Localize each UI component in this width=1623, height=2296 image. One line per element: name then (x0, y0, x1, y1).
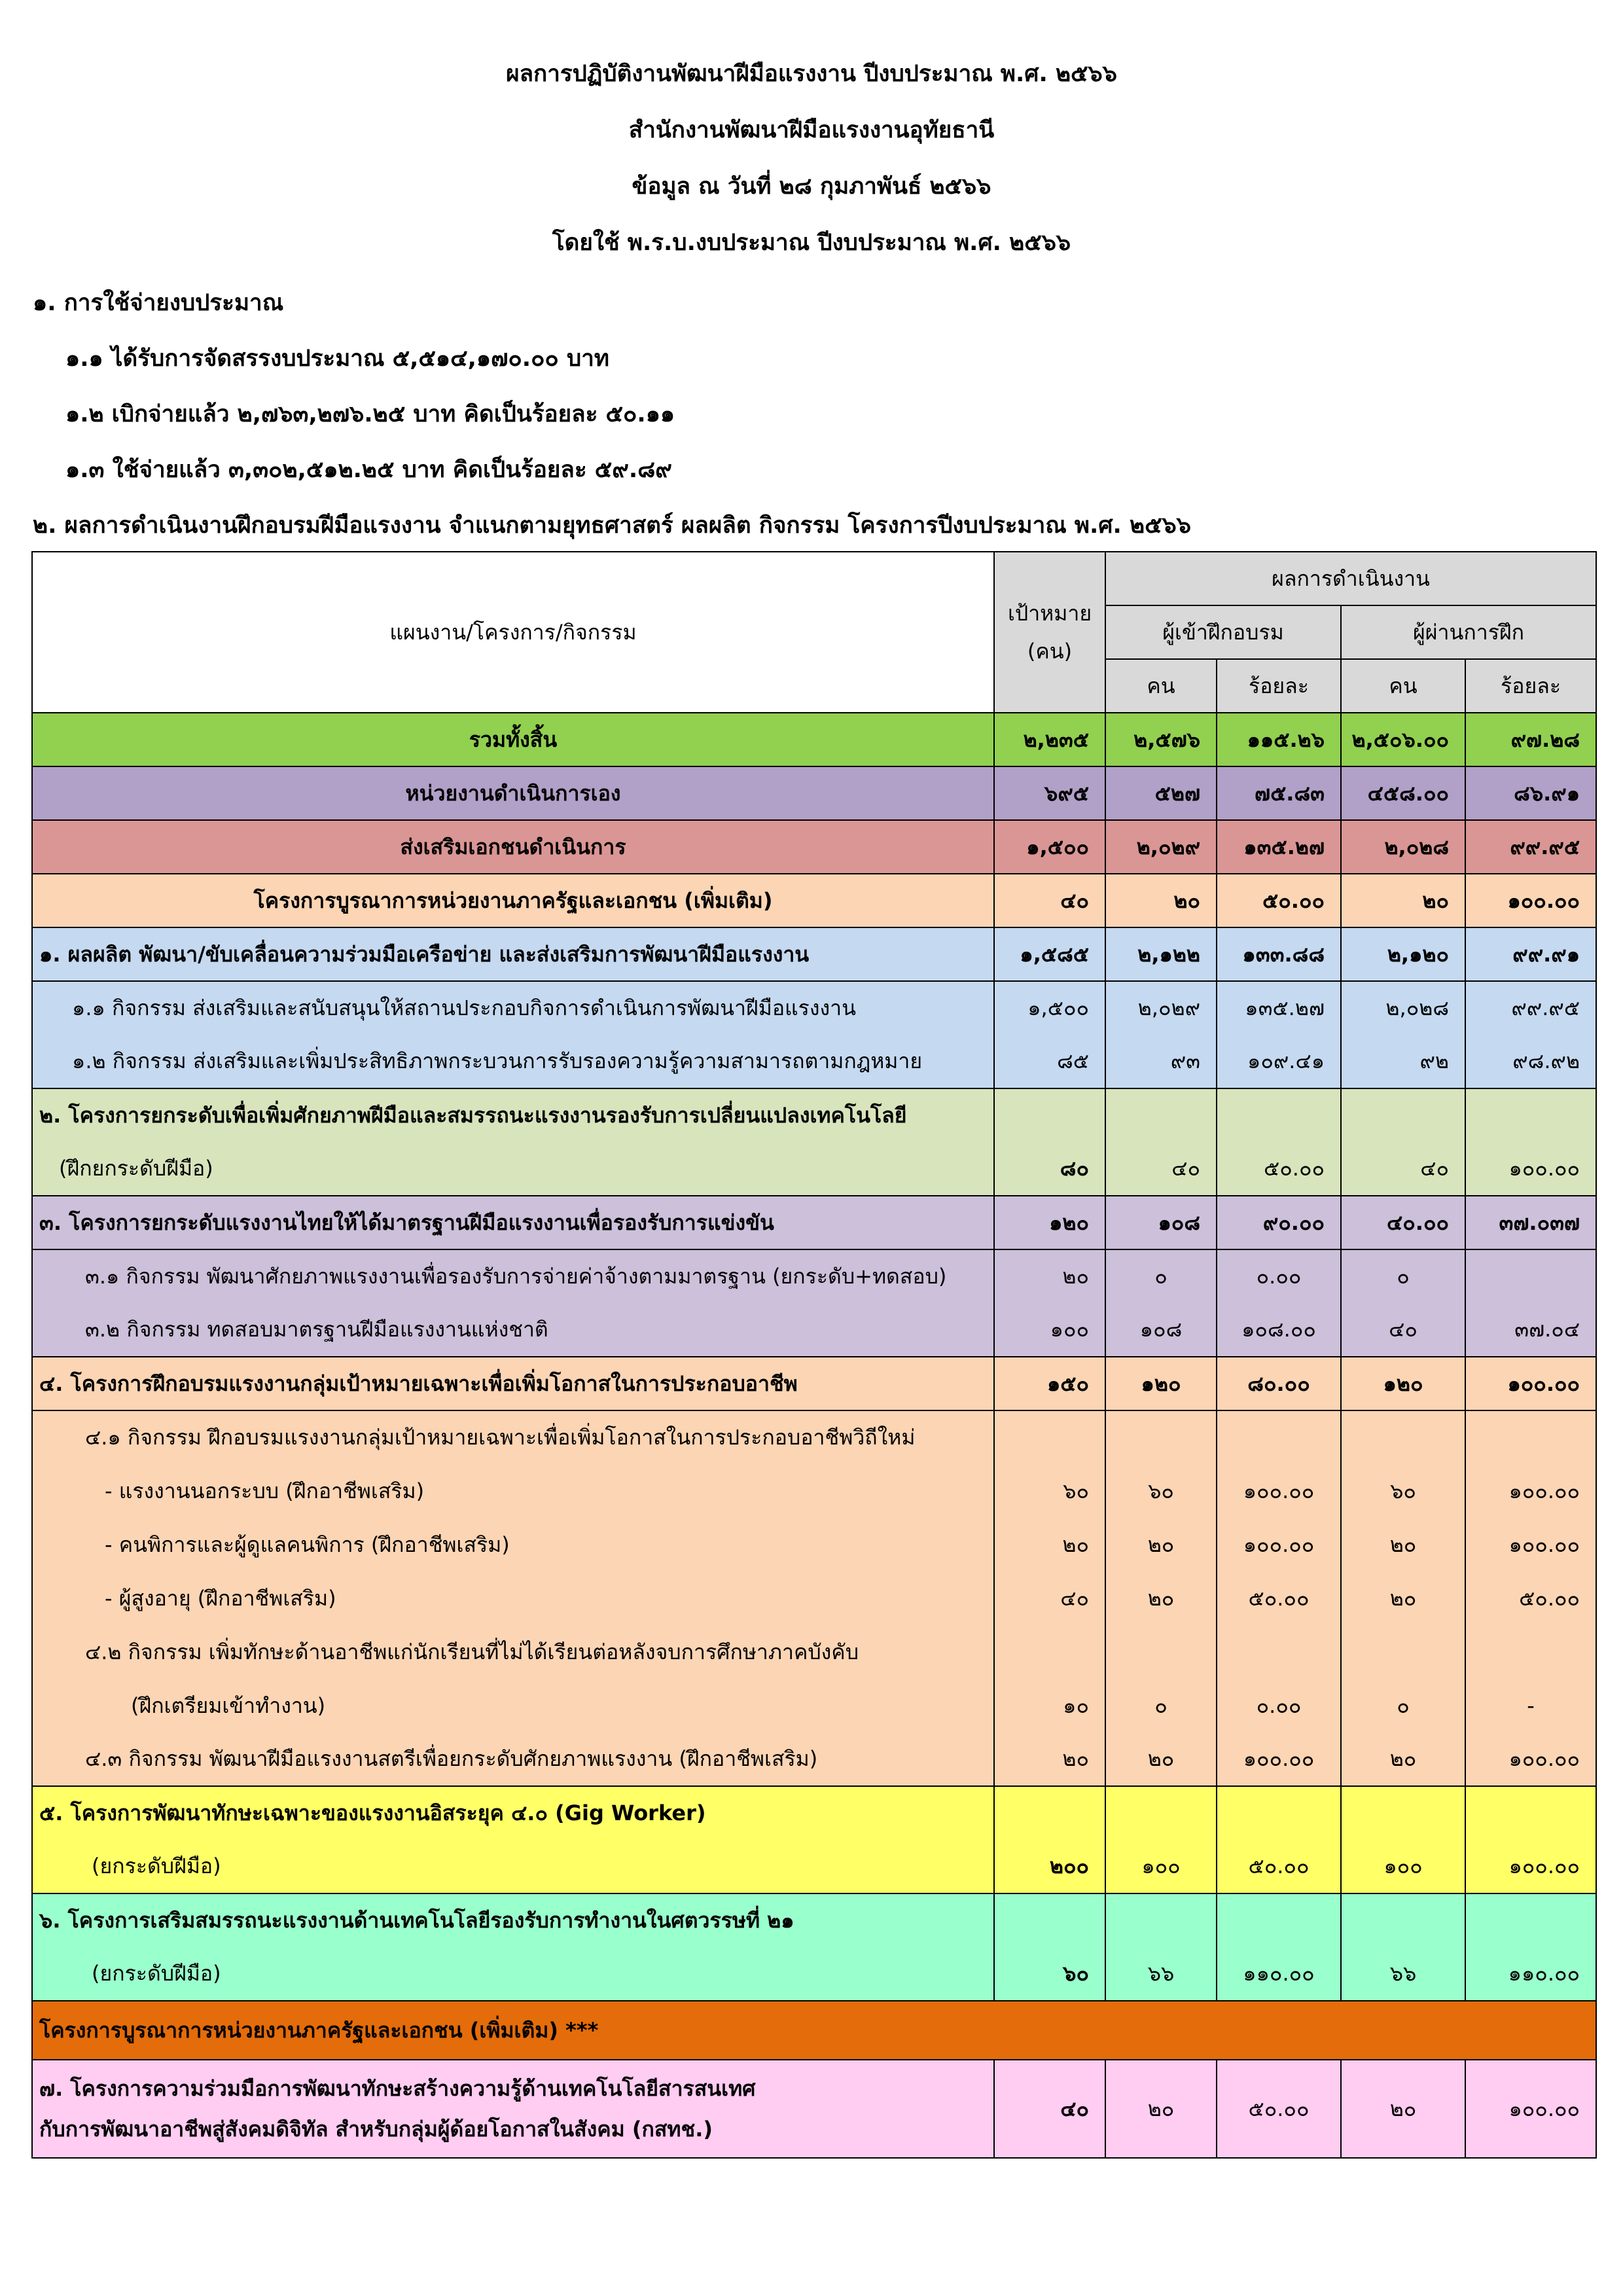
budget-spent: ๑.๓ ใช้จ่ายแล้ว ๓,๓๐๒,๕๑๒.๒๕ บาท คิดเป็นร้อยละ ๕๙.๘๙ (65, 457, 672, 483)
row-trainees-percent-empty (1217, 1786, 1341, 1840)
row-trainees-percent: ๑๓๕.๒๗ (1217, 820, 1341, 874)
row-passed-count: ๖๐ (1341, 1464, 1465, 1518)
row-label: ๖. โครงการเสริมสมรรถนะแรงงานด้านเทคโนโลยีรองรับการทำงานในศตวรรษที่ ๒๑ (32, 1893, 994, 1947)
table-row (32, 1625, 1596, 1679)
row-trainees-count: ๑๐๘ (1105, 1303, 1217, 1357)
row-label: (ฝึกเตรียมเข้าทำงาน) (32, 1679, 994, 1732)
row-passed-percent: ๑๑๐.๐๐ (1465, 1947, 1596, 2001)
row-label: โครงการบูรณาการหน่วยงานภาครัฐและเอกชน (เพิ่มเติม) *** (32, 2001, 1596, 2060)
row-sublabel: (ยกระดับฝีมือ) (32, 1947, 994, 2001)
row-passed-percent-empty (1465, 1893, 1596, 1947)
row-target: ๘๕ (994, 1035, 1105, 1088)
row-passed-count: ๒๐ (1341, 874, 1465, 927)
row-trainees-count: ๔๐ (1105, 1142, 1217, 1196)
table-row (32, 1732, 1596, 1786)
budget-disbursed: ๑.๒ เบิกจ่ายแล้ว ๒,๗๖๓,๒๗๖.๒๕ บาท คิดเป็นร้อยละ ๕๐.๑๑ (65, 401, 675, 427)
table-row (32, 981, 1596, 1035)
row-trainees-percent: ๕๐.๐๐ (1217, 2060, 1341, 2158)
header-target (994, 552, 1105, 713)
table-row (32, 874, 1596, 927)
row-trainees-count: ๒,๐๒๙ (1105, 820, 1217, 874)
row-passed-percent: ๘๖.๙๑ (1465, 766, 1596, 820)
header-results: ผลการดำเนินงาน (1105, 552, 1596, 605)
row-trainees-count (1105, 1625, 1217, 1679)
row-trainees-percent: ๑๓๓.๘๘ (1217, 927, 1341, 981)
row-passed-count: ๑๒๐ (1341, 1357, 1465, 1410)
row-trainees-percent: ๕๐.๐๐ (1217, 1840, 1341, 1893)
table-row (32, 1142, 1596, 1196)
header-passed: ผู้ผ่านการฝึก (1341, 605, 1596, 659)
budget-section-title: ๑. การใช้จ่ายงบประมาณ (33, 290, 284, 316)
row-trainees-count: ๒,๑๒๒ (1105, 927, 1217, 981)
row-trainees-percent: ๑๐๐.๐๐ (1217, 1518, 1341, 1571)
row-target: ๒๐๐ (994, 1840, 1105, 1893)
row-label: รวมทั้งสิ้น (32, 713, 994, 766)
row-passed-percent: ๑๐๐.๐๐ (1465, 2060, 1596, 2158)
table-row (32, 1196, 1596, 1249)
header-passed-percent: ร้อยละ (1465, 659, 1596, 713)
row-target (994, 1410, 1105, 1464)
row-passed-percent: ๙๙.๙๕ (1465, 820, 1596, 874)
table-row-banner (32, 2001, 1596, 2060)
row-target: ๔๐ (994, 2060, 1105, 2158)
table-row (32, 820, 1596, 874)
header-trainees-percent: ร้อยละ (1217, 659, 1341, 713)
row-label: ๓.๑ กิจกรรม พัฒนาศักยภาพแรงงานเพื่อรองรับการจ่ายค่าจ้างตามมาตรฐาน (ยกระดับ+ทดสอบ) (32, 1249, 994, 1303)
row-trainees-percent: ๑๐๐.๐๐ (1217, 1464, 1341, 1518)
row-label: ๕. โครงการพัฒนาทักษะเฉพาะของแรงงานอิสระยุค ๔.๐ (Gig Worker) (32, 1786, 994, 1840)
row-label: ๔.๒ กิจกรรม เพิ่มทักษะด้านอาชีพแก่นักเรียนที่ไม่ได้เรียนต่อหลังจบการศึกษาภาคบังคับ (32, 1625, 994, 1679)
row-trainees-count: ๑๐๘ (1105, 1196, 1217, 1249)
row-passed-percent-empty (1465, 1088, 1596, 1142)
header-target-label: เป้าหมาย (1007, 601, 1092, 626)
row-passed-count: ๒๐ (1341, 2060, 1465, 2158)
row-label: - คนพิการและผู้ดูแลคนพิการ (ฝึกอาชีพเสริม) (32, 1518, 994, 1571)
table-row (32, 1357, 1596, 1410)
row-trainees-count: ๒๐ (1105, 2060, 1217, 2158)
row-trainees-count: ๑๐๐ (1105, 1840, 1217, 1893)
row-passed-percent: ๑๐๐.๐๐ (1465, 874, 1596, 927)
row-trainees-count: ๕๒๗ (1105, 766, 1217, 820)
header-plan: แผนงาน/โครงการ/กิจกรรม (32, 552, 994, 713)
row-target: ๑๐ (994, 1679, 1105, 1732)
row-trainees-percent: ๘๐.๐๐ (1217, 1357, 1341, 1410)
row-passed-percent-empty (1465, 1786, 1596, 1840)
row-trainees-count: ๐ (1105, 1679, 1217, 1732)
row-passed-count: ๔๕๘.๐๐ (1341, 766, 1465, 820)
row-passed-count: ๒๐ (1341, 1571, 1465, 1625)
row-target: ๑,๕๘๕ (994, 927, 1105, 981)
row-passed-count (1341, 1410, 1465, 1464)
row-label: - แรงงานนอกระบบ (ฝึกอาชีพเสริม) (32, 1464, 994, 1518)
row-label: ๑.๑ กิจกรรม ส่งเสริมและสนับสนุนให้สถานประกอบกิจการดำเนินการพัฒนาฝีมือแรงงาน (32, 981, 994, 1035)
row-passed-percent: ๑๐๐.๐๐ (1465, 1464, 1596, 1518)
row-trainees-count-empty (1105, 1786, 1217, 1840)
row-label: ๒. โครงการยกระดับเพื่อเพิ่มศักยภาพฝีมือและสมรรถนะแรงงานรองรับการเปลี่ยนแปลงเทคโนโลยี (32, 1088, 994, 1142)
row-passed-percent (1465, 1410, 1596, 1464)
row-label: โครงการบูรณาการหน่วยงานภาครัฐและเอกชน (เพิ่มเติม) (32, 874, 994, 927)
row-label: ๓. โครงการยกระดับแรงงานไทยให้ได้มาตรฐานฝีมือแรงงานเพื่อรองรับการแข่งขัน (32, 1196, 994, 1249)
row-target-empty (994, 1893, 1105, 1947)
table-row (32, 1571, 1596, 1625)
header-trainees: ผู้เข้าฝึกอบรม (1105, 605, 1341, 659)
row-target: ๖๙๕ (994, 766, 1105, 820)
row-trainees-count: ๒,๕๗๖ (1105, 713, 1217, 766)
report-title: ผลการปฏิบัติงานพัฒนาฝีมือแรงงาน ปีงบประมาณ พ.ศ. ๒๕๖๖ (506, 61, 1117, 87)
row-label: ๔.๓ กิจกรรม พัฒนาฝีมือแรงงานสตรีเพื่อยกระดับศักยภาพแรงงาน (ฝึกอาชีพเสริม) (32, 1732, 994, 1786)
row-label: - ผู้สูงอายุ (ฝึกอาชีพเสริม) (32, 1571, 994, 1625)
row-passed-percent: ๑๐๐.๐๐ (1465, 1840, 1596, 1893)
row-trainees-count: ๖๖ (1105, 1947, 1217, 2001)
row-passed-percent: ๙๙.๙๕ (1465, 981, 1596, 1035)
row-trainees-percent: ๙๐.๐๐ (1217, 1196, 1341, 1249)
table-row (32, 1464, 1596, 1518)
row-trainees-count-empty (1105, 1893, 1217, 1947)
row-trainees-count: ๒๐ (1105, 874, 1217, 927)
row-passed-count: ๔๐ (1341, 1142, 1465, 1196)
row-target: ๒๐ (994, 1249, 1105, 1303)
row-passed-percent: - (1465, 1679, 1596, 1732)
row-trainees-percent: ๕๐.๐๐ (1217, 1571, 1341, 1625)
table-row-total (32, 713, 1596, 766)
row-trainees-count-empty (1105, 1088, 1217, 1142)
table-row (32, 1035, 1596, 1088)
row-sublabel: (ยกระดับฝีมือ) (32, 1840, 994, 1893)
table-row (32, 1679, 1596, 1732)
row-passed-percent: ๓๗.๐๓๗ (1465, 1196, 1596, 1249)
row-passed-count: ๔๐ (1341, 1303, 1465, 1357)
row-trainees-count: ๑๒๐ (1105, 1357, 1217, 1410)
row-passed-percent: ๑๐๐.๐๐ (1465, 1732, 1596, 1786)
row-target-empty (994, 1786, 1105, 1840)
row-target: ๒,๒๓๕ (994, 713, 1105, 766)
header-passed-persons: คน (1341, 659, 1465, 713)
row-passed-count: ๔๐.๐๐ (1341, 1196, 1465, 1249)
table-row (32, 1786, 1596, 1840)
report-header (0, 46, 1623, 271)
row-trainees-percent: ๕๐.๐๐ (1217, 1142, 1341, 1196)
table-row (32, 2060, 1596, 2158)
row-trainees-count: ๙๓ (1105, 1035, 1217, 1088)
row-trainees-percent: ๑๑๐.๐๐ (1217, 1947, 1341, 2001)
row-target: ๑,๕๐๐ (994, 820, 1105, 874)
row-trainees-count: ๒๐ (1105, 1571, 1217, 1625)
row-target: ๑๒๐ (994, 1196, 1105, 1249)
row-target: ๖๐ (994, 1947, 1105, 2001)
row-target (994, 1625, 1105, 1679)
row-trainees-percent: ๑๐๙.๔๑ (1217, 1035, 1341, 1088)
row-target: ๔๐ (994, 874, 1105, 927)
row-passed-count: ๐ (1341, 1679, 1465, 1732)
row-trainees-percent: ๑๑๕.๒๖ (1217, 713, 1341, 766)
row-trainees-count: ๒๐ (1105, 1732, 1217, 1786)
row-passed-count: ๙๒ (1341, 1035, 1465, 1088)
row-passed-percent (1465, 1249, 1596, 1303)
header-trainees-persons: คน (1105, 659, 1217, 713)
row-passed-count-empty (1341, 1786, 1465, 1840)
row-passed-count: ๒,๐๒๘ (1341, 981, 1465, 1035)
row-trainees-count: ๒๐ (1105, 1518, 1217, 1571)
table-row (32, 1088, 1596, 1142)
row-passed-percent: ๓๗.๐๔ (1465, 1303, 1596, 1357)
row-target: ๑๕๐ (994, 1357, 1105, 1410)
row-trainees-count (1105, 1410, 1217, 1464)
row-target: ๒๐ (994, 1732, 1105, 1786)
row-passed-percent: ๙๘.๙๒ (1465, 1035, 1596, 1088)
results-table (31, 551, 1597, 2159)
row-passed-percent: ๕๐.๐๐ (1465, 1571, 1596, 1625)
row-trainees-percent: ๐.๐๐ (1217, 1679, 1341, 1732)
row-target: ๑๐๐ (994, 1303, 1105, 1357)
table-row (32, 1947, 1596, 2001)
row-label: ๔.๑ กิจกรรม ฝึกอบรมแรงงานกลุ่มเป้าหมายเฉพาะเพื่อเพิ่มโอกาสในการประกอบอาชีพวิถีใหม่ (32, 1410, 994, 1464)
row-trainees-percent: ๐.๐๐ (1217, 1249, 1341, 1303)
row-target: ๖๐ (994, 1464, 1105, 1518)
row-trainees-percent-empty (1217, 1088, 1341, 1142)
table-row (32, 1840, 1596, 1893)
row-label: ๓.๒ กิจกรรม ทดสอบมาตรฐานฝีมือแรงงานแห่งชาติ (32, 1303, 994, 1357)
row-sublabel: (ฝึกยกระดับฝีมือ) (32, 1142, 994, 1196)
row-passed-count (1341, 1625, 1465, 1679)
data-date: ข้อมูล ณ วันที่ ๒๘ กุมภาพันธ์ ๒๕๖๖ (632, 173, 991, 200)
row-label: ๗. โครงการความร่วมมือการพัฒนาทักษะสร้างความรู้ด้านเทคโนโลยีสารสนเทศ (39, 2076, 756, 2101)
row-label: ๑. ผลผลิต พัฒนา/ขับเคลื่อนความร่วมมือเครือข่าย และส่งเสริมการพัฒนาฝีมือแรงงาน (32, 927, 994, 981)
row-passed-count-empty (1341, 1088, 1465, 1142)
row-passed-percent: ๙๙.๙๑ (1465, 927, 1596, 981)
table-row (32, 1410, 1596, 1464)
row-trainees-percent: ๕๐.๐๐ (1217, 874, 1341, 927)
row-trainees-percent: ๑๓๕.๒๗ (1217, 981, 1341, 1035)
row-trainees-count: ๐ (1105, 1249, 1217, 1303)
office-name: สำนักงานพัฒนาฝีมือแรงงานอุทัยธานี (628, 117, 995, 143)
table-row (32, 1249, 1596, 1303)
budget-allocated: ๑.๑ ได้รับการจัดสรรงบประมาณ ๕,๕๑๔,๑๗๐.๐๐ บาท (65, 346, 609, 372)
row-target: ๔๐ (994, 1571, 1105, 1625)
row-label: หน่วยงานดำเนินการเอง (32, 766, 994, 820)
row-trainees-count: ๒,๐๒๙ (1105, 981, 1217, 1035)
row-label: ๑.๒ กิจกรรม ส่งเสริมและเพิ่มประสิทธิภาพกระบวนการรับรองความรู้ความสามารถตามกฎหมาย (32, 1035, 994, 1088)
row-passed-count-empty (1341, 1893, 1465, 1947)
row-label-block (32, 2060, 994, 2158)
row-trainees-percent: ๑๐๘.๐๐ (1217, 1303, 1341, 1357)
row-trainees-percent: ๗๕.๘๓ (1217, 766, 1341, 820)
row-trainees-percent (1217, 1625, 1341, 1679)
row-passed-count: ๐ (1341, 1249, 1465, 1303)
table-row (32, 927, 1596, 981)
row-trainees-percent: ๑๐๐.๐๐ (1217, 1732, 1341, 1786)
row-passed-count: ๒,๐๒๘ (1341, 820, 1465, 874)
row-passed-count: ๒,๕๐๖.๐๐ (1341, 713, 1465, 766)
row-trainees-count: ๖๐ (1105, 1464, 1217, 1518)
row-passed-percent: ๑๐๐.๐๐ (1465, 1518, 1596, 1571)
row-trainees-percent (1217, 1410, 1341, 1464)
row-target: ๒๐ (994, 1518, 1105, 1571)
row-passed-count: ๖๖ (1341, 1947, 1465, 2001)
header-target-unit: (คน) (1027, 639, 1073, 664)
row-passed-count: ๑๐๐ (1341, 1840, 1465, 1893)
row-passed-count: ๒,๑๒๐ (1341, 927, 1465, 981)
row-passed-percent (1465, 1625, 1596, 1679)
row-label: ๔. โครงการฝึกอบรมแรงงานกลุ่มเป้าหมายเฉพาะเพื่อเพิ่มโอกาสในการประกอบอาชีพ (32, 1357, 994, 1410)
row-passed-percent: ๑๐๐.๐๐ (1465, 1142, 1596, 1196)
table-row (32, 1303, 1596, 1357)
row-passed-percent: ๙๗.๒๘ (1465, 713, 1596, 766)
row-target: ๑,๕๐๐ (994, 981, 1105, 1035)
row-passed-percent: ๑๐๐.๐๐ (1465, 1357, 1596, 1410)
training-section-title: ๒. ผลการดำเนินงานฝึกอบรมฝีมือแรงงาน จำแนกตามยุทธศาสตร์ ผลผลิต กิจกรรม โครงการปีงบประมาณ พ.ศ. ๒๕๖๖ (33, 512, 1191, 539)
row-target: ๘๐ (994, 1142, 1105, 1196)
budget-act: โดยใช้ พ.ร.บ.งบประมาณ ปีงบประมาณ พ.ศ. ๒๕๖๖ (552, 230, 1071, 256)
row-passed-count: ๒๐ (1341, 1518, 1465, 1571)
table-row (32, 1518, 1596, 1571)
row-target-empty (994, 1088, 1105, 1142)
table-row (32, 1893, 1596, 1947)
row-passed-count: ๒๐ (1341, 1732, 1465, 1786)
row-trainees-percent-empty (1217, 1893, 1341, 1947)
row-sublabel: กับการพัฒนาอาชีพสู่สังคมดิจิทัล สำหรับกลุ่มผู้ด้อยโอกาสในสังคม (กสทช.) (39, 2117, 713, 2142)
row-label: ส่งเสริมเอกชนดำเนินการ (32, 820, 994, 874)
table-row (32, 766, 1596, 820)
